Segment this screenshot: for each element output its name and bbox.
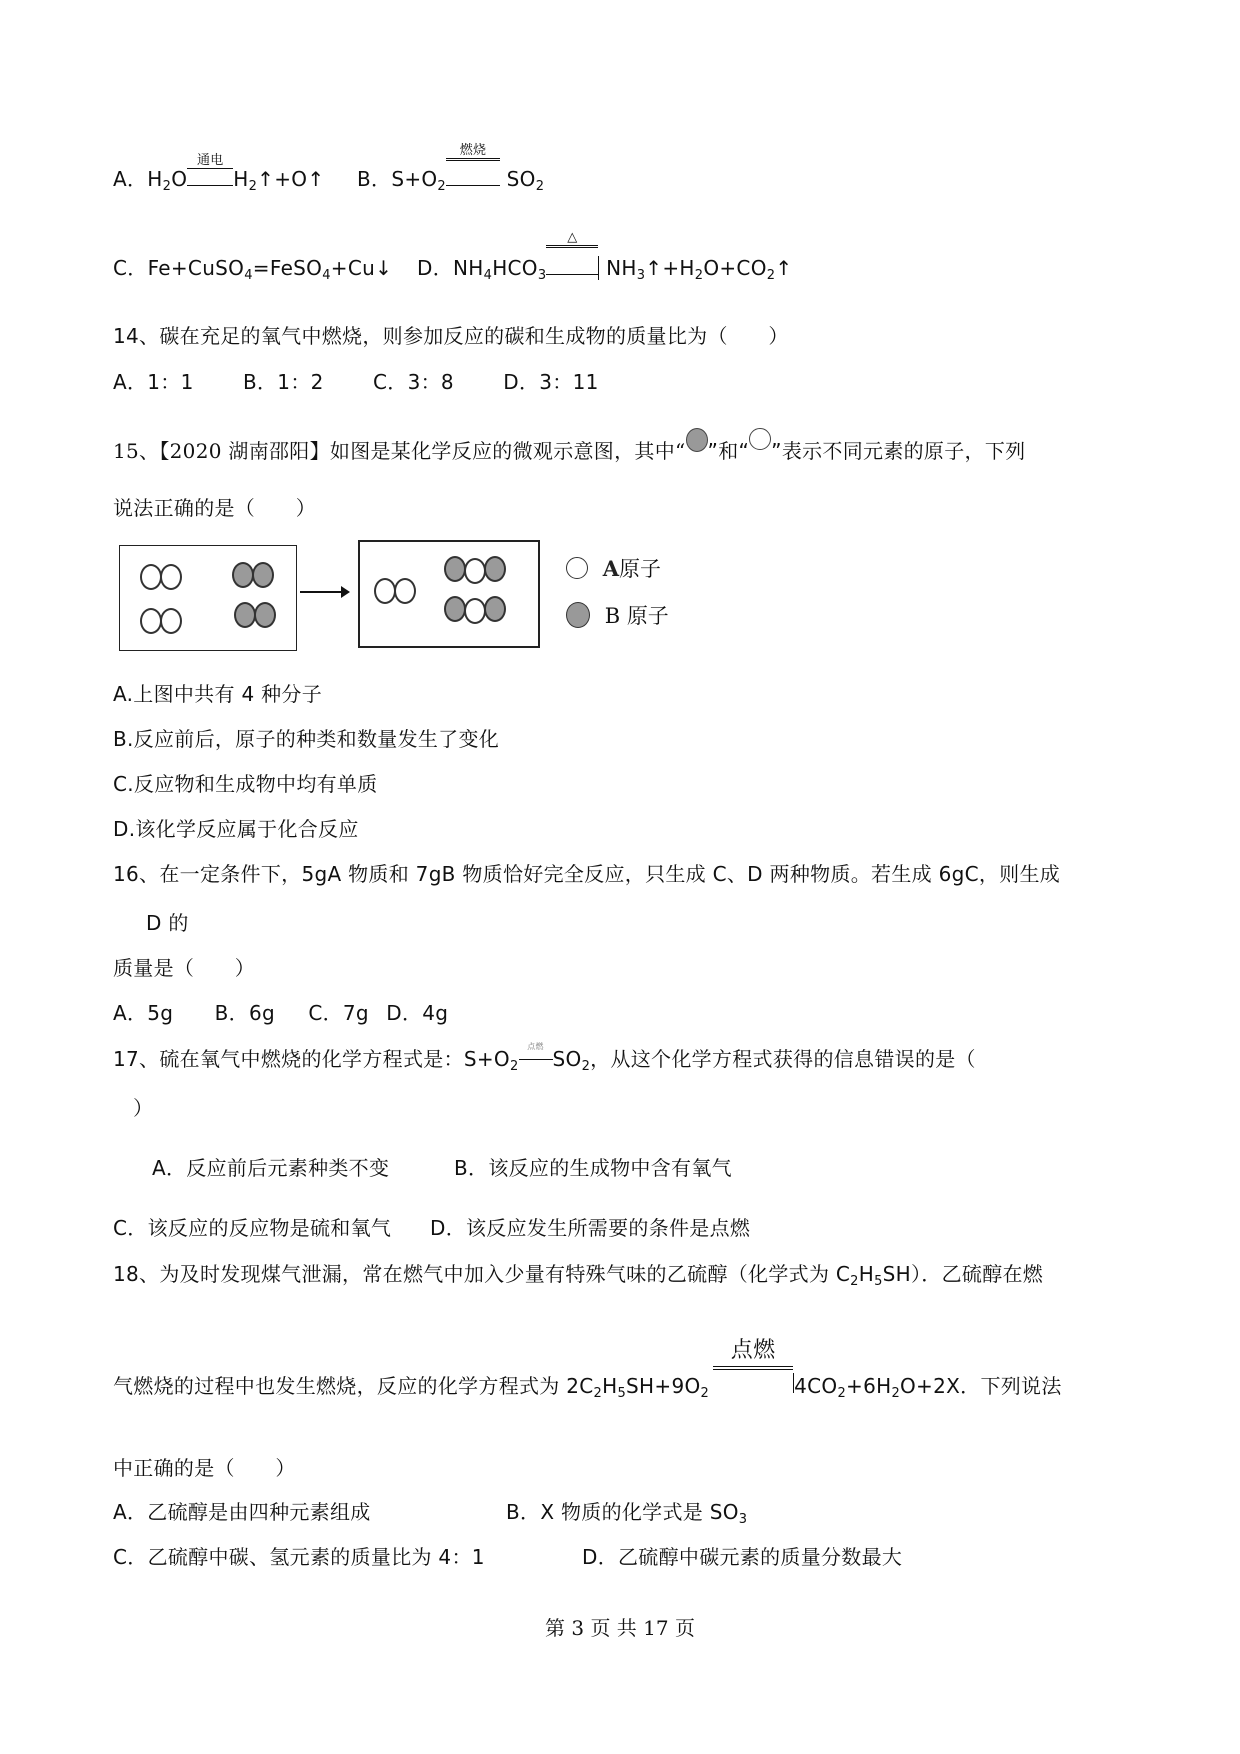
- q14-option-d: D．3：11: [503, 370, 599, 394]
- subscript: 3: [636, 268, 646, 283]
- q17-option-a: A．反应前后元素种类不变: [152, 1156, 390, 1180]
- text: 4CO: [794, 1374, 838, 1398]
- text: ↑+O↑: [257, 167, 325, 191]
- text: O+CO: [703, 256, 767, 280]
- subscript: 2: [850, 1274, 859, 1289]
- text: ↑+H: [645, 256, 695, 280]
- q16-option-d: D．4g: [386, 1001, 449, 1025]
- white-atom-icon: [566, 557, 588, 579]
- reaction-condition: [546, 230, 599, 280]
- q14-stem: 14、碳在充足的氧气中燃烧，则参加反应的碳和生成物的质量比为（ ）: [113, 324, 789, 348]
- q16-stem: 16、在一定条件下，5gA 物质和 7gB 物质恰好完全反应，只生成 C、D 两种物质。若生成 6gC，则生成: [113, 862, 1061, 886]
- subscript: 2: [700, 1386, 710, 1401]
- text: HCO: [492, 256, 538, 280]
- q18-option-d: D．乙硫醇中碳元素的质量分数最大: [582, 1545, 903, 1569]
- q15-option-b: B.反应前后，原子的种类和数量发生了变化: [113, 727, 500, 751]
- condition-label: 点燃: [527, 1042, 544, 1051]
- q16-option-a: A．5g: [113, 1001, 174, 1025]
- text: H: [858, 1262, 875, 1286]
- text: O: [171, 167, 188, 191]
- q13-option-c: [113, 252, 392, 283]
- q16-option-b: B．6g: [214, 1001, 275, 1025]
- q15-option-d: D.该化学反应属于化合反应: [113, 817, 359, 841]
- subscript: 5: [617, 1386, 627, 1401]
- q18-stem: [113, 1258, 1043, 1289]
- subscript: 3: [738, 1512, 748, 1527]
- legend-item-b: [566, 600, 669, 630]
- q16-stem-line2: D 的: [146, 911, 189, 935]
- gray-atom-icon: [686, 428, 708, 452]
- text: SO: [552, 1047, 582, 1071]
- option-label: A．H: [113, 167, 163, 191]
- subscript: 2: [593, 1386, 603, 1401]
- text: 气燃烧的过程中也发生燃烧，反应的化学方程式为 2C: [113, 1374, 594, 1398]
- condition-label: 点燃: [713, 1333, 793, 1370]
- q14-options: [113, 366, 599, 395]
- q16-option-c: C．7g: [308, 1001, 369, 1025]
- q13-option-b: [357, 143, 545, 194]
- reaction-condition: [713, 1338, 794, 1393]
- text: O+2X．下列说法: [900, 1374, 1062, 1398]
- q15-option-a: A.上图中共有 4 种分子: [113, 682, 323, 706]
- page-footer: 第 3 页 共 17 页: [545, 1616, 695, 1640]
- subscript: 2: [535, 179, 545, 194]
- q15-option-c: C.反应物和生成物中均有单质: [113, 772, 378, 796]
- text: +Cu↓: [330, 256, 393, 280]
- q18-option-a: A．乙硫醇是由四种元素组成: [113, 1500, 371, 1524]
- subscript: 2: [694, 268, 704, 283]
- q15-stem: [113, 428, 1025, 464]
- q14-option-c: C．3：8: [373, 370, 454, 394]
- text: ↑: [775, 256, 793, 280]
- reaction-condition: [187, 153, 233, 191]
- reaction-condition: [446, 143, 500, 191]
- q16-options: [113, 997, 448, 1026]
- subscript: 2: [162, 179, 172, 194]
- text: SH+9O: [626, 1374, 701, 1398]
- legend-label: 原子: [626, 604, 669, 628]
- q17-stem-line2: ）: [133, 1096, 154, 1120]
- text: +6H: [846, 1374, 892, 1398]
- text: ，从这个化学方程式获得的信息错误的是（: [590, 1047, 976, 1071]
- q17-option-b: B．该反应的生成物中含有氧气: [454, 1156, 732, 1180]
- q15-stem-line2: 说法正确的是（ ）: [113, 496, 316, 520]
- q16-stem-line3: 质量是（ ）: [113, 956, 256, 980]
- q18-option-b: [506, 1496, 747, 1527]
- gray-atom-icon: [566, 602, 590, 628]
- subscript: 3: [537, 268, 547, 283]
- text: NH: [606, 256, 637, 280]
- legend-label: 原子: [618, 557, 661, 581]
- text: H: [602, 1374, 618, 1398]
- text: C．Fe+CuSO: [113, 256, 245, 280]
- q14-option-b: B．1：2: [242, 370, 324, 394]
- legend-letter: A: [602, 556, 619, 581]
- reaction-condition: [519, 1042, 553, 1071]
- text: SO: [506, 167, 536, 191]
- subscript: 4: [322, 268, 331, 283]
- q17-option-d: D．该反应发生所需要的条件是点燃: [430, 1216, 751, 1240]
- text: 18、为及时发现煤气泄漏，常在燃气中加入少量有特殊气味的乙硫醇（化学式为 C: [113, 1262, 851, 1286]
- subscript: 2: [437, 179, 446, 194]
- reactants-box: [119, 545, 297, 651]
- subscript: 2: [891, 1386, 901, 1401]
- text: B．X 物质的化学式是 SO: [506, 1500, 739, 1524]
- text: 17、硫在氧气中燃烧的化学方程式是：S+O: [113, 1047, 510, 1071]
- q18-stem-line2: [113, 1338, 1062, 1401]
- text: H: [233, 167, 249, 191]
- text: ”表示不同元素的原子，下列: [771, 439, 1026, 463]
- heat-triangle-icon: △: [546, 230, 598, 248]
- condition-label: 通电: [187, 149, 233, 169]
- white-atom-icon: [749, 428, 771, 450]
- products-box: [358, 540, 540, 648]
- text: ”和“: [707, 439, 750, 463]
- subscript: 4: [483, 268, 493, 283]
- condition-label: 燃烧: [446, 139, 500, 161]
- arrow-head: [341, 586, 350, 598]
- subscript: 2: [248, 179, 258, 194]
- text: 15、【2020 湖南邵阳】如图是某化学反应的微观示意图，其中“: [113, 439, 686, 463]
- text: =FeSO: [252, 256, 323, 280]
- subscript: 5: [874, 1274, 883, 1289]
- text: SH）．乙硫醇在燃: [882, 1262, 1044, 1286]
- option-label: B．S+O: [357, 167, 438, 191]
- q13-option-d: [417, 230, 793, 283]
- subscript: 2: [766, 268, 776, 283]
- q13-option-a: [113, 153, 325, 194]
- q18-stem-line3: 中正确的是（ ）: [113, 1456, 296, 1480]
- arrow-right-icon: [300, 591, 344, 593]
- q17-option-c: C．该反应的反应物是硫和氧气: [113, 1216, 392, 1240]
- option-label: D．NH: [417, 256, 484, 280]
- subscript: 2: [509, 1059, 519, 1074]
- legend-letter: B: [604, 604, 621, 628]
- subscript: 2: [581, 1059, 591, 1074]
- subscript: 2: [837, 1386, 847, 1401]
- q17-stem: [113, 1043, 976, 1074]
- legend-item-a: [566, 553, 661, 583]
- subscript: 4: [244, 268, 253, 283]
- q14-option-a: A．1：1: [113, 370, 194, 394]
- q18-option-c: C．乙硫醇中碳、氢元素的质量比为 4：1: [113, 1545, 485, 1569]
